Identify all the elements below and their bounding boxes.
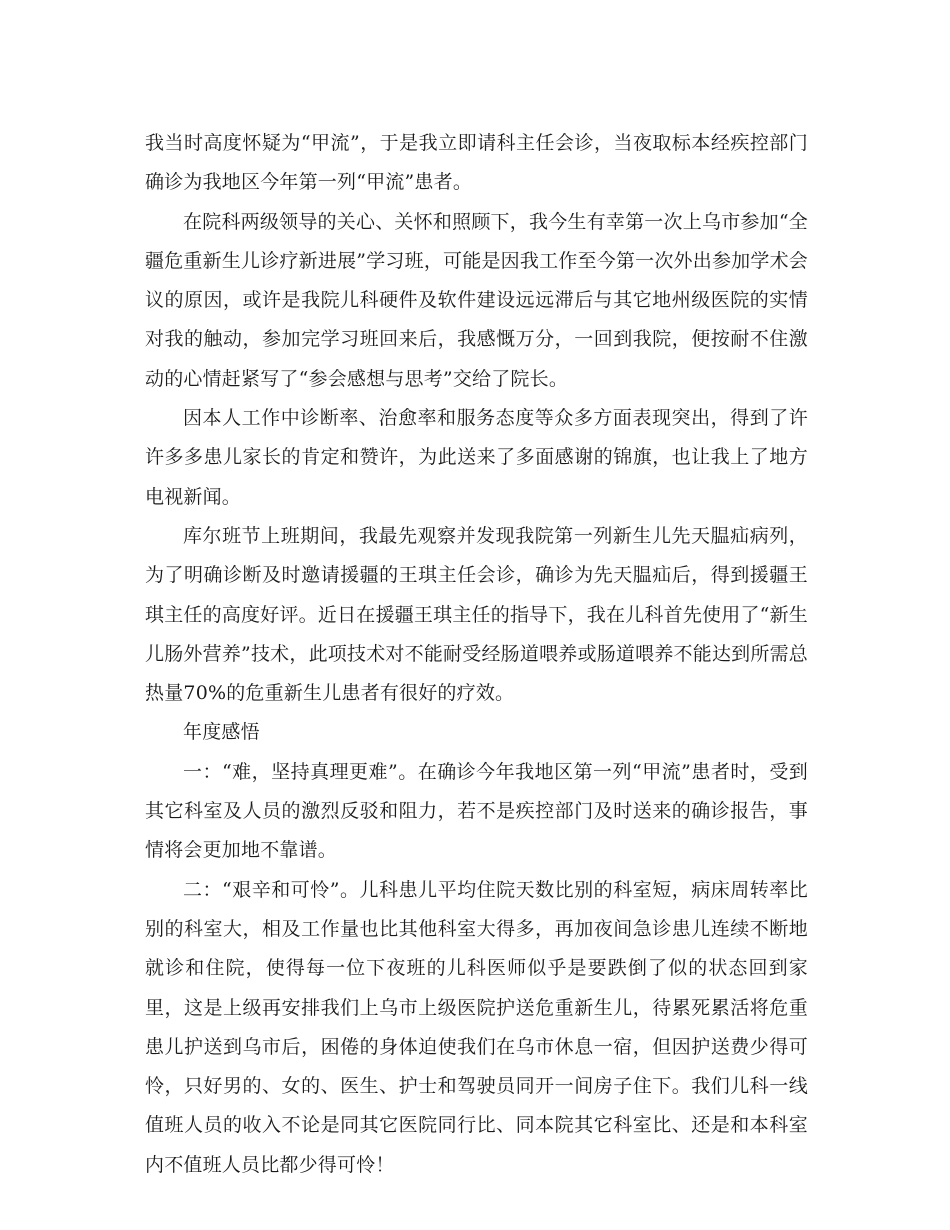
paragraph-innovation: 库尔班节上班期间，我最先观察并发现我院第一列新生儿先天腽疝病列，为了明确诊断及时邀请援疆的王琪主任会诊，确诊为先天腽疝后，得到援疆王琪主任的高度好评。近日在援疆王琪主任的指导下，我在儿科首先使用了“新生儿肠外营养”技术，此项技术对不能耐受经肠道喂养或肠道喂养不能达到所需总热量70%的危重新生儿患者有很好的疗效。 <box>145 524 808 705</box>
paragraph-conference: 在院科两级领导的关心、关怀和照顾下，我今生有幸第一次上乌市参加“全疆危重新生儿诊疗新进展”学习班，可能是因我工作至今第一次外出参加学术会议的原因，或许是我院儿科硬件及软件建设远远滞后与其它地州级医院的实情对我的触动，参加完学习班回来后，我感慨万分，一回到我院，便按耐不住激动的心情赶紧写了“参会感想与思考”交给了院长。 <box>145 210 808 390</box>
paragraph-recognition: 因本人工作中诊断率、治愈率和服务态度等众多方面表现突出，得到了许许多多患儿家长的肯定和赞许，为此送来了多面感谢的锦旗，也让我上了地方电视新闻。 <box>145 407 808 508</box>
document-body <box>145 124 808 1185</box>
paragraph-continuation: 我当时高度怀疑为“甲流”，于是我立即请科主任会诊，当夜取标本经疾控部门确诊为我地区今年第一列“甲流”患者。 <box>145 132 808 194</box>
paragraph-insight-one: 一：“难，坚持真理更难”。在确诊今年我地区第一列“甲流”患者时，受到其它科室及人员的激烈反驳和阻力，若不是疾控部门及时送来的确诊报告，事情将会更加地不靠谱。 <box>145 760 808 862</box>
paragraph-insight-two: 二：“艰辛和可怜”。儿科患儿平均住院天数比别的科室短，病床周转率比别的科室大，相及工作量也比其他科室大得多，再加夜间急诊患儿连续不断地就诊和住院，使得每一位下夜班的儿科医师似乎是要跌倒了似的状态回到家里，这是上级再安排我们上乌市上级医院护送危重新生儿，待累死累活将危重患儿护送到乌市后，困倦的身体迫使我们在乌市休息一宿，但因护送费少得可怜，只好男的、女的、医生、护士和驾驶员同开一间房子住下。我们儿科一线值班人员的收入不论是同其它医院同行比、同本院其它科室比、还是和本科室内不值班人员比都少得可怜！ <box>145 878 808 1176</box>
section-heading: 年度感悟 <box>183 721 260 744</box>
